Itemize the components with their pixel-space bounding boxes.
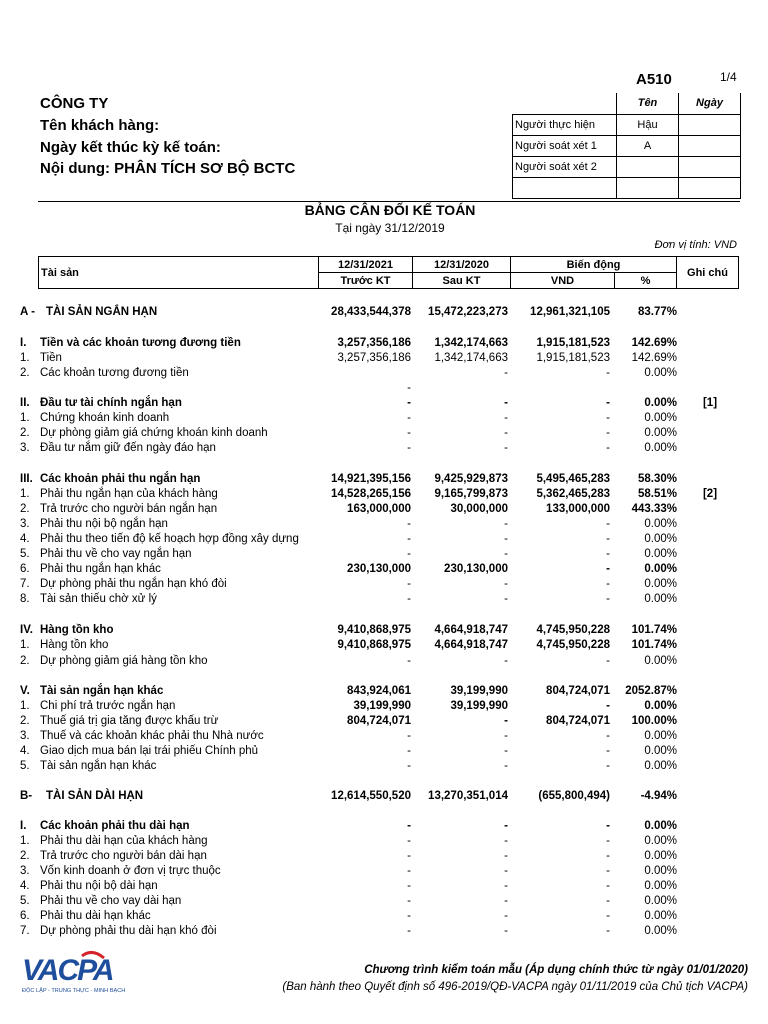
value-2021: 163,000,000 [347,503,411,515]
table-row [0,366,768,381]
value-2020: - [504,880,508,892]
change-vnd: (655,800,494) [538,790,610,802]
row-number: 2. [20,715,30,727]
table-row [0,684,768,699]
table-row [0,699,768,714]
value-2020: - [504,820,508,832]
change-pct: 0.00% [644,563,677,575]
vacpa-logo [20,950,140,996]
value-2021: 9,410,868,975 [337,639,411,651]
value-2020: - [504,745,508,757]
col-2021-date: 12/31/2021 [319,257,413,273]
change-vnd: - [606,397,610,409]
row-label: Tài sản thiếu chờ xử lý [40,593,157,605]
value-2021: - [407,910,411,922]
table-row [0,849,768,864]
table-row [0,562,768,577]
value-2021: - [407,655,411,667]
value-2020: - [504,548,508,560]
change-pct: 0.00% [644,655,677,667]
signoff-date[interactable] [679,114,741,135]
table-row [0,426,768,441]
table-row [0,472,768,487]
change-pct: 0.00% [644,367,677,379]
table-row [0,441,768,456]
value-2020: - [504,442,508,454]
change-vnd: - [606,925,610,937]
footer-program-title: Chương trình kiểm toán mẫu (Áp dụng chính thức từ ngày 01/01/2020) [364,964,748,976]
row-label: Tài sản ngắn hạn khác [40,685,164,697]
period-end-label: Ngày kết thúc kỳ kế toán: [40,139,221,156]
table-row [0,411,768,426]
change-vnd: - [606,518,610,530]
table-row [0,759,768,774]
value-2021: - [407,835,411,847]
value-2020: - [504,593,508,605]
row-label: Tài sản ngắn hạn khác [40,760,157,772]
table-row [0,729,768,744]
table-row [0,623,768,638]
value-2020: 9,425,929,873 [434,473,508,485]
value-2021: 230,130,000 [347,563,411,575]
value-2021: 3,257,356,186 [337,337,411,349]
row-number: 3. [20,518,30,530]
value-2021: 804,724,071 [347,715,411,727]
value-2020: 39,199,990 [450,685,508,697]
signoff-date[interactable] [679,156,741,177]
value-2021: - [407,442,411,454]
value-2021: 14,528,265,156 [331,488,411,500]
change-vnd: 12,961,321,105 [530,306,610,318]
change-pct: 0.00% [644,835,677,847]
change-pct: 0.00% [644,895,677,907]
col-2021-sub: Trước KT [319,273,413,289]
row-label: Phải thu ngắn hạn khác [40,563,161,575]
change-vnd: - [606,427,610,439]
balance-sheet-header [38,256,739,289]
page-number: 1/4 [720,70,737,84]
row-number: 4. [20,745,30,757]
row-number: 5. [20,760,30,772]
change-pct: 142.69% [631,337,677,349]
value-2020: - [504,895,508,907]
table-row [0,577,768,592]
change-pct: 0.00% [644,578,677,590]
value-2020: - [504,397,508,409]
value-2020: - [504,715,508,727]
row-label: Phải thu dài hạn của khách hàng [40,835,208,847]
value-2020: - [504,850,508,862]
row-note: [1] [702,397,718,409]
change-vnd: - [606,910,610,922]
change-vnd: - [606,835,610,847]
table-row [0,909,768,924]
row-number: 7. [20,925,30,937]
change-pct: 0.00% [644,760,677,772]
row-label: Chứng khoán kinh doanh [40,412,170,424]
change-vnd: 5,362,465,283 [536,488,610,500]
change-pct: 0.00% [644,442,677,454]
table-row [0,517,768,532]
signoff-name[interactable]: A [617,135,679,156]
change-vnd: - [606,412,610,424]
change-vnd: - [606,578,610,590]
change-pct: 58.51% [637,488,677,500]
row-number: 2. [20,503,30,515]
row-number: 1. [20,412,30,424]
table-row [0,894,768,909]
change-pct: 0.00% [644,700,677,712]
table-row [0,744,768,759]
value-2020: 15,472,223,273 [428,306,508,318]
change-pct: 100.00% [631,715,677,727]
table-row [0,381,768,396]
value-2021: - [407,730,411,742]
value-2020: 1,342,174,663 [434,337,508,349]
row-label: Thuế giá trị gia tăng được khấu trừ [40,715,219,727]
change-vnd: - [606,367,610,379]
value-2020: - [504,655,508,667]
change-pct: -4.94% [640,790,677,802]
row-label: Dự phòng giảm giá hàng tồn kho [40,655,208,667]
row-number: 1. [20,352,30,364]
table-row [0,396,768,411]
value-2021: 12,614,550,520 [331,790,411,802]
row-number: 3. [20,730,30,742]
table-row [0,638,768,653]
signoff-table [512,93,741,199]
row-label: TÀI SẢN DÀI HẠN [46,790,144,802]
row-label: Trả trước cho người bán ngắn hạn [40,503,218,515]
row-number: 7. [20,578,30,590]
row-number: 2. [20,367,30,379]
change-pct: 443.33% [631,503,677,515]
row-number: I. [20,337,27,349]
change-vnd: - [606,880,610,892]
row-label: TÀI SẢN NGẮN HẠN [46,306,158,318]
change-vnd: - [606,865,610,877]
value-2020: 13,270,351,014 [428,790,508,802]
row-label: Dự phòng giảm giá chứng khoán kinh doanh [40,427,268,439]
change-vnd: 1,915,181,523 [536,337,610,349]
row-number: 4. [20,880,30,892]
col-assets-header: Tài sản [39,257,319,289]
row-label: Phải thu theo tiến độ kế hoạch hợp đồng xây dựng [40,533,299,545]
row-number: 6. [20,563,30,575]
signoff-header-date: Ngày [679,93,741,114]
change-vnd: - [606,730,610,742]
value-2021: 28,433,544,378 [331,306,411,318]
change-vnd: - [606,760,610,772]
change-vnd: - [606,895,610,907]
value-2020: - [504,533,508,545]
row-label: Giao dịch mua bán lại trái phiếu Chính phủ [40,745,259,757]
change-pct: 0.00% [644,593,677,605]
change-pct: 58.30% [637,473,677,485]
row-number: 3. [20,865,30,877]
row-number: 5. [20,895,30,907]
row-label: Các khoản phải thu dài hạn [40,820,190,832]
change-vnd: - [606,655,610,667]
row-label: Trả trước cho người bán dài hạn [40,850,207,862]
change-vnd: - [606,548,610,560]
value-2020: 1,342,174,663 [434,352,508,364]
change-vnd: - [606,700,610,712]
document-code: A510 [636,71,672,88]
signoff-date[interactable] [679,135,741,156]
change-pct: 0.00% [644,880,677,892]
table-row [0,924,768,939]
row-label: Tiền và các khoản tương đương tiền [40,337,241,349]
value-2021: - [407,412,411,424]
change-vnd: - [606,745,610,757]
value-2021: - [407,820,411,832]
table-row [0,834,768,849]
signoff-role: Người soát xét 1 [513,135,617,156]
change-pct: 0.00% [644,730,677,742]
table-row [0,547,768,562]
value-2020: - [504,518,508,530]
value-2021: - [407,382,411,394]
signoff-header-blank [513,93,617,114]
change-pct: 142.69% [631,352,677,364]
table-row [0,502,768,517]
change-pct: 0.00% [644,745,677,757]
value-2020: - [504,730,508,742]
change-vnd: - [606,850,610,862]
change-pct: 0.00% [644,820,677,832]
change-vnd: - [606,820,610,832]
row-number: 8. [20,593,30,605]
value-2020: 9,165,799,873 [434,488,508,500]
client-name-label: Tên khách hàng: [40,117,160,134]
table-row [0,714,768,729]
change-vnd: 133,000,000 [546,503,610,515]
table-row [0,864,768,879]
value-2021: 39,199,990 [353,700,411,712]
value-2021: - [407,895,411,907]
change-pct: 83.77% [637,306,677,318]
value-2021: - [407,865,411,877]
value-2020: 4,664,918,747 [434,639,508,651]
row-number: IV. [20,624,34,636]
row-number: 6. [20,910,30,922]
col-2020-date: 12/31/2020 [413,257,511,273]
col-change-header: Biến động [511,257,677,273]
row-label: Hàng tồn kho [40,639,109,651]
value-2020: - [504,910,508,922]
row-label: Các khoản tương đương tiền [40,367,189,379]
change-vnd: 5,495,465,283 [536,473,610,485]
row-number: 4. [20,533,30,545]
change-pct: 2052.87% [625,685,677,697]
row-number: A - [20,306,35,318]
value-2020: - [504,427,508,439]
change-vnd: 4,745,950,228 [536,624,610,636]
value-2021: - [407,880,411,892]
change-pct: 0.00% [644,548,677,560]
change-vnd: - [606,533,610,545]
row-number: 1. [20,700,30,712]
section-row [0,305,768,320]
row-label: Phải thu ngắn hạn của khách hàng [40,488,218,500]
change-pct: 0.00% [644,397,677,409]
footer-decision-note: (Ban hành theo Quyết định số 496-2019/QĐ-VACPA ngày 01/11/2019 của Chủ tịch VACPA) [282,981,748,993]
value-2021: - [407,427,411,439]
table-row [0,879,768,894]
value-2021: 14,921,395,156 [331,473,411,485]
value-2020: 4,664,918,747 [434,624,508,636]
value-2020: - [504,412,508,424]
change-pct: 0.00% [644,925,677,937]
value-2020: - [504,835,508,847]
table-row [0,336,768,351]
value-2020: - [504,578,508,590]
change-pct: 0.00% [644,427,677,439]
value-2021: - [407,518,411,530]
change-pct: 0.00% [644,850,677,862]
row-label: Các khoản phải thu ngắn hạn [40,473,201,485]
value-2020: - [504,367,508,379]
table-row [0,532,768,547]
value-2020: 30,000,000 [450,503,508,515]
row-label: Phải thu nội bộ dài hạn [40,880,158,892]
value-2021: 9,410,868,975 [337,624,411,636]
row-label: Dự phòng phải thu dài hạn khó đòi [40,925,217,937]
value-2020: - [504,865,508,877]
company-label: CÔNG TY [40,95,109,112]
currency-unit: Đơn vị tính: VND [654,239,737,251]
report-title: BẢNG CÂN ĐỐI KẾ TOÁN [304,202,476,218]
change-vnd: - [606,563,610,575]
change-pct: 0.00% [644,865,677,877]
value-2021: 3,257,356,186 [337,352,411,364]
value-2021: - [407,760,411,772]
row-label: Dự phòng phải thu ngắn hạn khó đòi [40,578,227,590]
logo-tagline: ĐỘC LẬP - TRUNG THỰC - MINH BẠCH [22,988,126,994]
row-number: 1. [20,639,30,651]
value-2021: - [407,925,411,937]
table-row [0,487,768,502]
content-label: Nội dung: PHÂN TÍCH SƠ BỘ BCTC [40,160,296,177]
signoff-header-name: Tên [617,93,679,114]
row-number: 1. [20,835,30,847]
logo-wordmark: VACPA [22,954,113,987]
value-2020: - [504,925,508,937]
col-vnd-header: VND [511,273,615,289]
table-row [0,351,768,366]
change-pct: 0.00% [644,412,677,424]
change-vnd: 804,724,071 [546,685,610,697]
value-2021: - [407,578,411,590]
change-pct: 0.00% [644,533,677,545]
col-pct-header: % [615,273,677,289]
value-2021: - [407,397,411,409]
change-vnd: 804,724,071 [546,715,610,727]
col-2020-sub: Sau KT [413,273,511,289]
signoff-name[interactable] [617,177,679,198]
signoff-role: Người thực hiện [513,114,617,135]
change-vnd: 4,745,950,228 [536,639,610,651]
value-2021: 843,924,061 [347,685,411,697]
row-number: B- [20,790,33,802]
change-pct: 101.74% [631,639,677,651]
row-number: II. [20,397,30,409]
row-label: Phải thu về cho vay ngắn hạn [40,548,192,560]
row-label: Tiền [40,352,62,364]
section-row [0,789,768,804]
value-2021: - [407,533,411,545]
value-2021: - [407,548,411,560]
change-vnd: 1,915,181,523 [536,352,610,364]
row-number: 3. [20,442,30,454]
row-label: Chi phí trả trước ngắn hạn [40,700,176,712]
value-2020: - [504,760,508,772]
row-label: Phải thu về cho vay dài hạn [40,895,182,907]
row-number: 2. [20,850,30,862]
signoff-name[interactable]: Hậu [617,114,679,135]
change-pct: 101.74% [631,624,677,636]
report-subtitle: Tại ngày 31/12/2019 [335,221,445,235]
table-row [0,592,768,607]
row-number: V. [20,685,30,697]
signoff-role [513,177,617,198]
value-2020: 39,199,990 [450,700,508,712]
signoff-name[interactable] [617,156,679,177]
value-2021: - [407,593,411,605]
value-2020: 230,130,000 [444,563,508,575]
row-label: Vốn kinh doanh ở đơn vị trực thuộc [40,865,221,877]
row-label: Phải thu dài hạn khác [40,910,151,922]
row-number: I. [20,820,27,832]
change-vnd: - [606,593,610,605]
row-label: Phải thu nội bộ ngắn hạn [40,518,168,530]
row-note: [2] [702,488,718,500]
change-pct: 0.00% [644,910,677,922]
change-pct: 0.00% [644,518,677,530]
row-label: Thuế và các khoản khác phải thu Nhà nước [40,730,264,742]
row-number: 5. [20,548,30,560]
table-row [0,654,768,669]
row-label: Hàng tồn kho [40,624,114,636]
signoff-date[interactable] [679,177,741,198]
row-number: 2. [20,427,30,439]
row-number: 1. [20,488,30,500]
change-vnd: - [606,442,610,454]
row-label: Đầu tư tài chính ngắn hạn [40,397,182,409]
table-row [0,819,768,834]
signoff-role: Người soát xét 2 [513,156,617,177]
col-note-header: Ghi chú [677,257,739,289]
row-number: III. [20,473,33,485]
row-number: 2. [20,655,30,667]
value-2021: - [407,745,411,757]
row-label: Đầu tư nắm giữ đến ngày đáo hạn [40,442,216,454]
value-2021: - [407,850,411,862]
